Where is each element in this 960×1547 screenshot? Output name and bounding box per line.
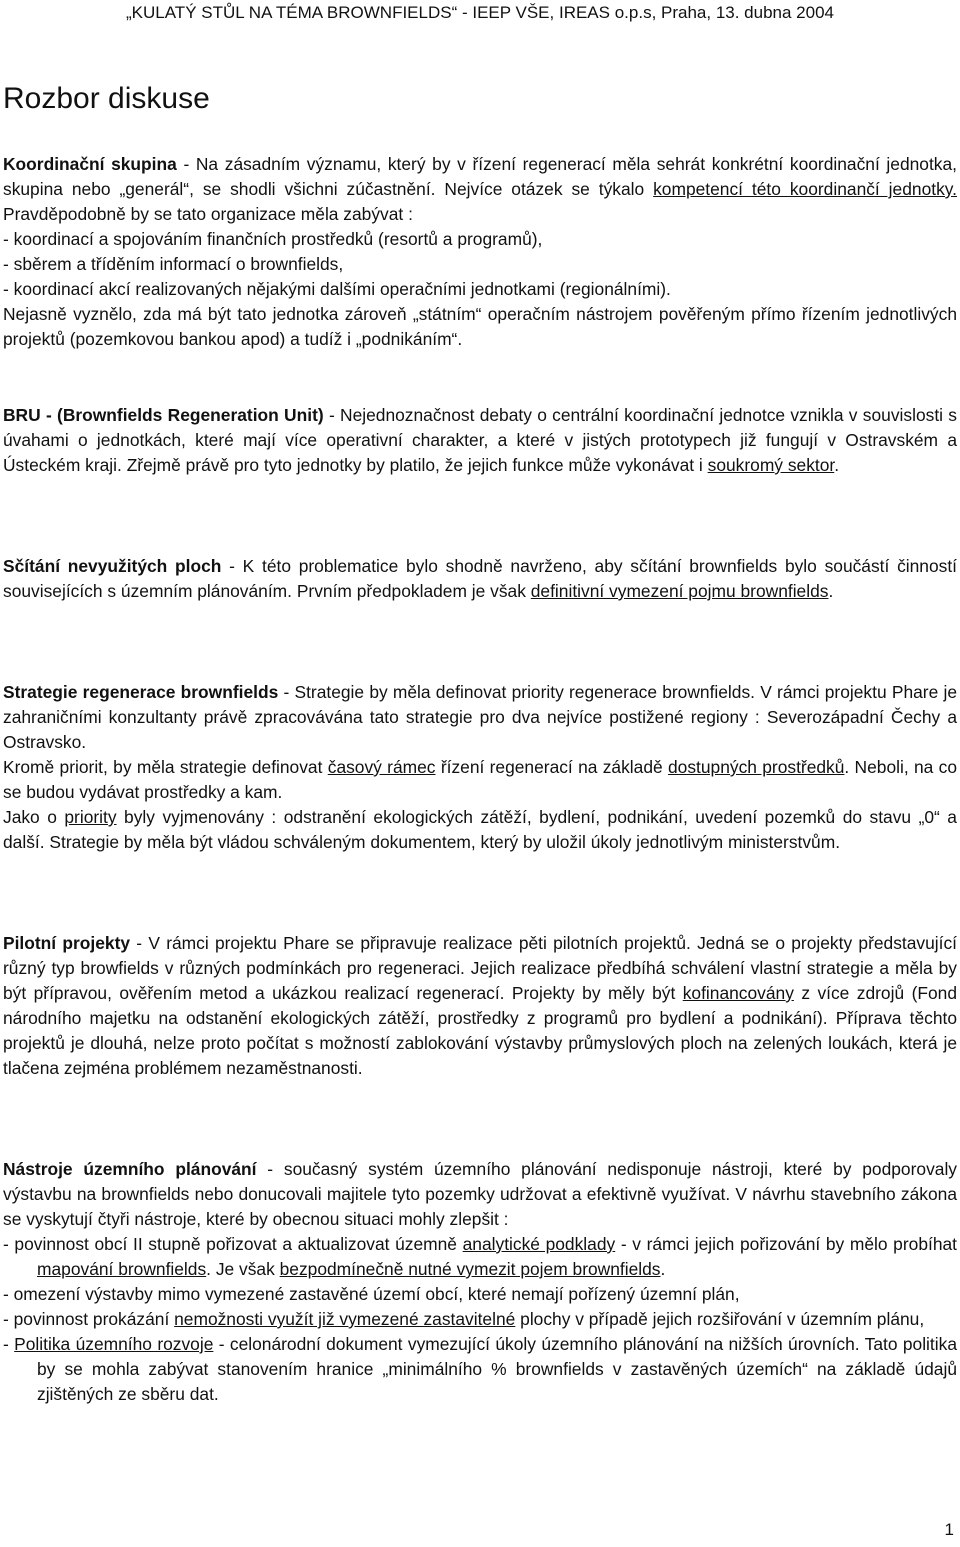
- section-heading: Sčítání nevyužitých ploch: [3, 556, 222, 576]
- paragraph-text: - současný systém územního plánování nedisponuje nástroji, které by podporovaly výstavbu na brownfields nebo donucovali majitele tyto pozemky udržovat a efektivně využívat. V návrhu stavebního zákona se vyskytují čtyři nástroje, které by obecnou situaci mohly zlepšit :: [3, 1159, 957, 1229]
- list-item: - koordinací a spojováním finančních prostředků (resortů a programů),: [3, 229, 543, 249]
- paragraph-text: řízení regenerací na základě: [435, 757, 668, 777]
- paragraph-text: Jako o: [3, 807, 65, 827]
- paragraph-text: - Nejednoznačnost debaty o centrální koordinační jednotce vznikla v souvislosti s úvahami o jednotkách, které mají více operativní charakter, a které v jistých prototypech již fungují v Ostravském a Ústeckém kraji. Zřejmě právě pro tyto jednotky by platilo, že jejich funkce může vykonávat i: [3, 405, 957, 475]
- paragraph-text: - K této problematice bylo shodně navrženo, aby sčítání brownfields bylo součástí činností souvisejících s územním plánováním. Prvním předpokladem je však: [3, 556, 958, 601]
- list-text: .: [660, 1259, 666, 1279]
- list-text: - celonárodní dokument vymezující úkoly územního plánování na nižších úrovních. Tato politika by se mohla zabývat stanovením hranice „minimálního % brownfields v zastavěných územích“ na základě údajů zjištěných ze sběru dat.: [37, 1334, 957, 1404]
- list-text: . Je však: [206, 1259, 280, 1279]
- underlined-text: nemožnosti využít již vymezené zastavitelné: [174, 1309, 516, 1329]
- section-strategie: [3, 680, 957, 855]
- underlined-text: definitivní vymezení pojmu brownfields: [530, 581, 829, 601]
- section-heading: Pilotní projekty: [3, 933, 131, 953]
- underlined-text: mapování brownfields: [37, 1259, 207, 1279]
- paragraph-text: - Strategie by měla definovat priority regenerace brownfields. V rámci projektu Phare je zahraničními konzultanty právě zpracovávána tato strategie pro dva nejvíce postižené regiony : Severozápadní Čechy a Ostravsko.: [3, 682, 958, 752]
- list-item: - omezení výstavby mimo vymezené zastavěné území obcí, které nemají pořízený územní plán,: [3, 1284, 740, 1304]
- underlined-text: priority: [64, 807, 117, 827]
- list-item: [3, 1332, 957, 1407]
- list-item: - sběrem a tříděním informací o brownfields,: [3, 254, 344, 274]
- paragraph-text: Nejasně vyznělo, zda má být tato jednotka zároveň „státním“ operačním nástrojem pověřeným přímo řízením jednotlivých projektů (pozemkovou bankou apod) a tudíž i „podnikáním“.: [3, 304, 957, 349]
- underlined-text: kofinancovány: [682, 983, 794, 1003]
- underlined-text: dostupných prostředků: [667, 757, 845, 777]
- section-heading: Koordinační skupina: [3, 154, 177, 174]
- list-text: - v rámci jejich pořizování by mělo probíhat: [615, 1234, 957, 1254]
- list-text: -: [3, 1334, 15, 1354]
- paragraph-text: - Na zásadním významu, který by v řízení regenerací měla sehrát konkrétní koordinační jednotka, skupina nebo „generál“, se shodli všichni zúčastnění. Nejvíce otázek se týkalo: [3, 154, 957, 199]
- page-title: Rozbor diskuse: [3, 82, 210, 115]
- list-text: - povinnost obcí II stupně pořizovat a aktualizovat územně: [3, 1234, 463, 1254]
- list-item: - koordinací akcí realizovaných nějakými dalšími operačními jednotkami (regionálními).: [3, 279, 671, 299]
- list-item: [3, 1307, 957, 1332]
- section-pilotni-projekty: [3, 931, 957, 1081]
- paragraph-text: Pravděpodobně by se tato organizace měla zabývat :: [3, 204, 413, 224]
- section-heading: Strategie regenerace brownfields: [3, 682, 279, 702]
- paragraph-text: . Neboli, na co se budou vydávat prostředky a kam.: [3, 757, 958, 802]
- paragraph-text: .: [834, 455, 840, 475]
- underlined-text: bezpodmínečně nutné vymezit pojem brownfields: [279, 1259, 661, 1279]
- paragraph-text: Kromě priorit, by měla strategie definovat: [3, 757, 328, 777]
- underlined-text: soukromý sektor: [707, 455, 835, 475]
- list-text: - povinnost prokázání: [3, 1309, 175, 1329]
- page-header: „KULATÝ STŮL NA TÉMA BROWNFIELDS“ - IEEP VŠE, IREAS o.p.s, Praha, 13. dubna 2004: [126, 3, 834, 22]
- list-item: [3, 1232, 957, 1282]
- paragraph-text: .: [828, 581, 834, 601]
- page-number: 1: [944, 1520, 954, 1539]
- paragraph-text: - V rámci projektu Phare se připravuje realizace pěti pilotních projektů. Jedná se o projekty představující různý typ browfields v různých podmínkách pro regeneraci. Jejich realizace předbíhá schválení vlastní strategie a měla by být přípravou, ověřením metod a ukázkou realizací regenerací. Projekty by měly být: [3, 933, 957, 1003]
- underlined-text: kompetencí této koordinančí jednotky.: [653, 179, 957, 199]
- underlined-text: analytické podklady: [462, 1234, 616, 1254]
- section-nastroje: [3, 1157, 957, 1407]
- section-heading: BRU - (Brownfields Regeneration Unit): [3, 405, 324, 425]
- section-heading: Nástroje územního plánování: [3, 1159, 257, 1179]
- list-text: plochy v případě jejich rozšiřování v územním plánu,: [515, 1309, 925, 1329]
- section-koordinacni-skupina: [3, 152, 957, 352]
- underlined-text: Politika územního rozvoje: [14, 1334, 214, 1354]
- paragraph-text: byly vyjmenovány : odstranění ekologických zátěží, bydlení, podnikání, uvedení pozemků do stavu „0“ a další. Strategie by měla být vládou schváleným dokumentem, který by uložil úkoly jednotlivým ministerstvům.: [3, 807, 957, 852]
- underlined-text: časový rámec: [327, 757, 436, 777]
- section-scitani: [3, 554, 957, 604]
- section-bru: [3, 403, 957, 478]
- paragraph-text: z více zdrojů (Fond národního majetku na odstanění ekologických zátěží, prostředky z programů pro bydlení a podnikání). Příprava těchto projektů je dlouhá, nelze proto počítat s možností zablokování výstavby průmyslových ploch na zelených loukách, která je tlačena zejména problémem nezaměstnanosti.: [3, 983, 957, 1078]
